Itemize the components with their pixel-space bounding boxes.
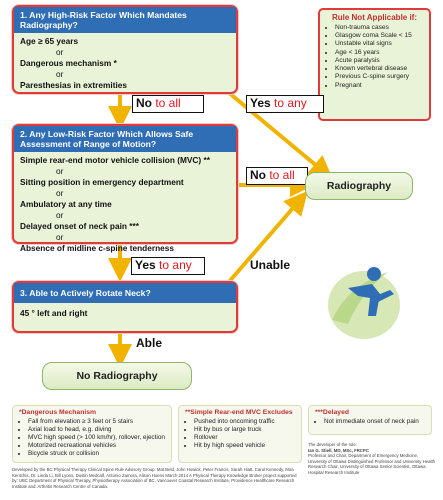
note-item: • Not immediate onset of neck pain xyxy=(324,418,425,426)
label-yes-to-any-1: Yes to any xyxy=(246,95,324,113)
developer-details: Professor and Chair, Department of Emergency Medicine, University of Ottawa Distinguished Professor and University Health Research Chair, University of Ottawa Senior Scientist, Ottawa Hospital Research Institute xyxy=(308,453,436,475)
note-dangerous-title: *Dangerous Mechanism xyxy=(19,409,97,416)
rule-na-title: Rule Not Applicable if: xyxy=(331,13,418,22)
question-1-title: 1. Any High-Risk Factor Which Mandates Radiography? xyxy=(14,7,236,33)
q2-item: Simple rear-end motor vehicle collision (MVC) ** xyxy=(20,155,210,166)
label-yes-to-any-2: Yes to any xyxy=(131,257,205,275)
developer-intro: The developer of the rule: xyxy=(308,442,357,447)
label-able: Able xyxy=(136,336,163,350)
question-1-box xyxy=(12,5,238,94)
q2-or: or xyxy=(56,209,64,220)
note-item: • Hit by bus or large truck xyxy=(194,426,295,434)
outcome-radiography: Radiography xyxy=(305,172,413,200)
question-3-title: 3. Able to Actively Rotate Neck? xyxy=(14,283,236,303)
note-delayed xyxy=(308,405,432,435)
note-delayed-title: ***Delayed xyxy=(315,409,350,416)
q1-item-mechanism: Dangerous mechanism * xyxy=(20,58,117,69)
q1-item-age: Age ≥ 65 years xyxy=(20,36,79,47)
q2-or: or xyxy=(56,166,64,177)
note-item: • Axial load to head, e.g. diving xyxy=(28,426,165,434)
note-dangerous-mechanism xyxy=(12,405,172,463)
note-item: • Fall from elevation ≥ 3 feet or 5 stairs xyxy=(28,418,165,426)
label-no-to-all-1: No to all xyxy=(132,95,204,113)
rule-na-item: • Pregnant xyxy=(335,82,423,90)
rule-na-item: • Age < 16 years xyxy=(335,49,423,57)
rule-not-applicable-box xyxy=(318,8,431,121)
label-no-to-all-2: No to all xyxy=(246,167,308,185)
q1-or: or xyxy=(56,47,64,58)
rule-na-item: • Unstable vital signs xyxy=(335,40,423,48)
developer-name: Ian G. Stiell, MD, MSc, FRCPC xyxy=(308,447,369,453)
note-item: • MVC high speed (> 100 km/hr), rollover, ejection xyxy=(28,434,165,442)
question-2-title: 2. Any Low-Risk Factor Which Allows Safe Assessment of Range of Motion? xyxy=(14,126,236,152)
note-simple-title: **Simple Rear-end MVC Excludes xyxy=(185,409,293,416)
rule-na-item: • Known vertebral disease xyxy=(335,65,423,73)
footer-credits: Developed by the BC Physical Therapy Clinical Spine Rule Advisory Group: Mat Beld, John Howick, Peter Francis, Sarah Hiatt, Carol Kennedy, Mira Kentchis, Dr. Linda Li, Bill Lyons, Dustin Medcalf, Antonio Zamora, Alison Hoens March 2014 A Physical Therapy Knowledge Broker project supported by: UBC Department of Physical Therapy, Physiotherapy Association of BC, Vancouver Coastal Research Institute, Providence Healthcare Research Institute and: Arthritis Research Centre of Canada. xyxy=(12,467,297,489)
note-simple-rear-end xyxy=(178,405,302,463)
note-item: • Hit by high speed vehicle xyxy=(194,442,295,450)
person-logo-icon xyxy=(318,260,410,342)
question-2-box xyxy=(12,124,238,253)
rule-na-item: • Previous C-spine surgery xyxy=(335,73,423,81)
question-3-box xyxy=(12,281,238,333)
q2-item: Ambulatory at any time xyxy=(20,199,112,210)
rule-na-item: • Acute paralysis xyxy=(335,57,423,65)
q2-item: Absence of midline c-spine tenderness xyxy=(20,242,174,253)
q1-item-paresthesias: Paresthesias in extremities xyxy=(20,80,127,91)
q2-item: Sitting position in emergency department xyxy=(20,177,184,188)
label-unable: Unable xyxy=(250,258,291,272)
q2-item: Delayed onset of neck pain *** xyxy=(20,220,139,231)
outcome-no-radiography: No Radiography xyxy=(42,362,192,390)
q3-body: 45 ° left and right xyxy=(20,308,88,319)
q1-or: or xyxy=(56,69,64,80)
note-item: • Motorized recreational vehicles xyxy=(28,442,165,450)
footer-developer xyxy=(308,442,436,497)
note-item: • Pushed into oncoming traffic xyxy=(194,418,295,426)
note-item: • Rollover xyxy=(194,434,295,442)
rule-na-item: • Non-trauma cases xyxy=(335,24,423,32)
q2-or: or xyxy=(56,188,64,199)
q2-or: or xyxy=(56,231,64,242)
rule-na-item: • Glasgow coma Scale < 15 xyxy=(335,32,423,40)
note-item: • Bicycle struck or collision xyxy=(28,450,165,458)
